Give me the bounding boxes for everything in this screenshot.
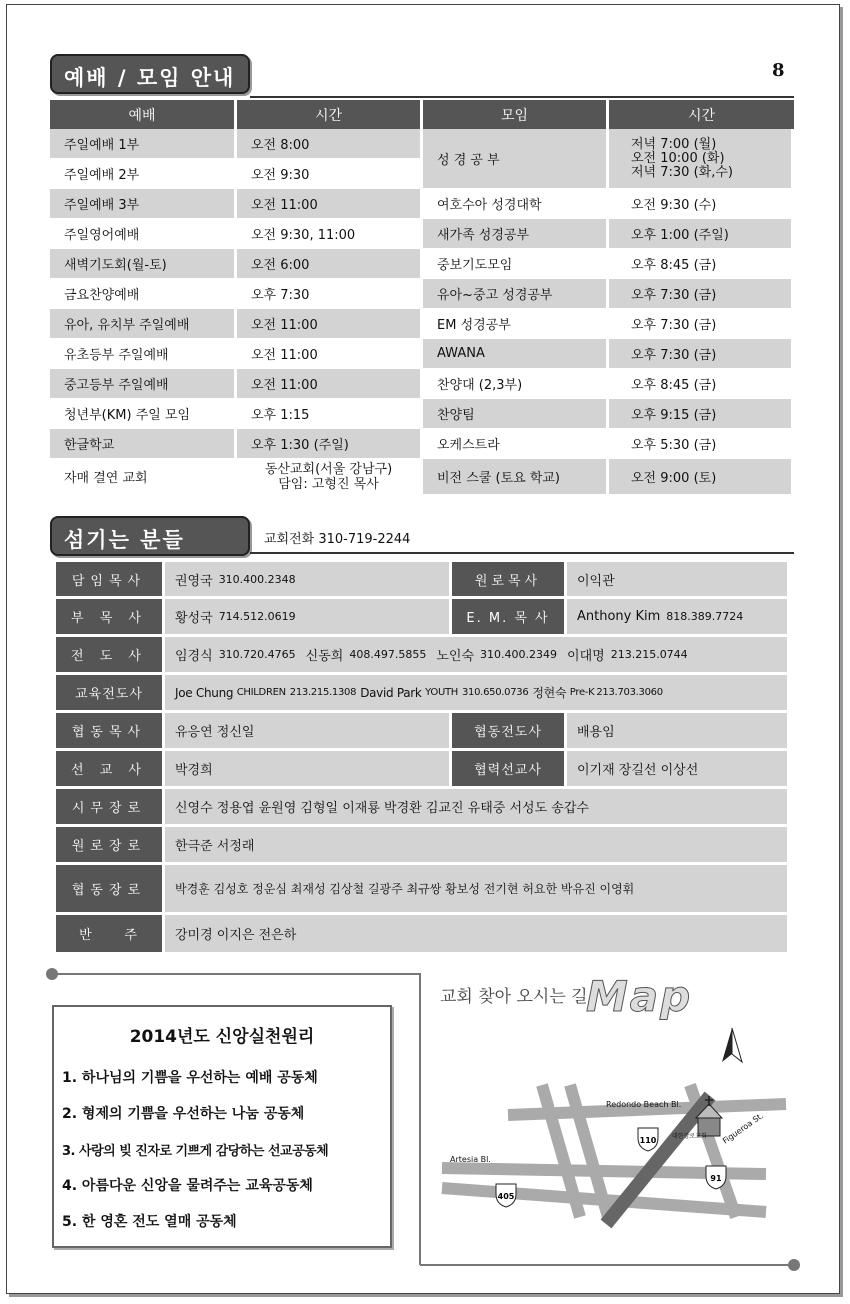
map-title: 교회 찾아 오시는 길 [440,987,588,1007]
staff-row: 원로장로 한극준 서정래 [56,827,787,865]
staff-row: 교육전도사 Joe Chung CHILDREN 213.215.1308 David Park YOUTH 310.650.0736 정현숙 Pre-K 213.703.3060 [56,675,787,713]
table-row: 새벽기도회(월-토) 오전 6:00 [50,249,423,279]
divider [250,96,794,98]
principle-item: 2. 형제의 기쁨을 우선하는 나눔 공동체 [62,1106,305,1122]
worship-schedule-table [50,100,794,495]
table-row: 성 경 공 부 저녁 7:00 (월) 오전 10:00 (화) 저녁 7:30 (화,수) [423,129,794,189]
header-service-time: 시간 [237,100,423,129]
highway-110-shield-icon [638,1128,658,1151]
table-row: AWANA 오후 7:30 (금) [423,339,794,369]
map-word-logo: Map [586,972,693,1021]
table-row: 주일예배 2부 오전 9:30 [50,159,423,189]
staff-row: 협동목사 유응연 정신일 협동전도사 배용임 [56,713,787,751]
table-row: 중보기도모임 오후 8:45 (금) [423,249,794,279]
table-row: 새가족 성경공부 오후 1:00 (주일) [423,219,794,249]
staff-row: 담임목사 권영국 310.400.2348 원로목사 이익관 [56,562,787,599]
table-row: 한글학교 오후 1:30 (주일) [50,429,423,459]
table-row: 주일예배 3부 오전 11:00 [50,189,423,219]
directions-map [420,1020,800,1250]
page-number: 8 [772,60,785,81]
principle-item: 4. 아름다운 신앙을 물려주는 교육공동체 [62,1178,313,1194]
street-label: Artesia Bl. [450,1155,491,1164]
table-row: 금요찬양예배 오후 7:30 [50,279,423,309]
staff-row: 전 도 사 임경식 310.720.4765 신동희 408.497.5855 노인숙 310.400.2349 이대명 213.215.0744 [56,637,787,675]
table-row: 주일영어예배 오전 9:30, 11:00 [50,219,423,249]
header-meeting: 모임 [423,100,609,129]
staff-section-title: 섬기는 분들 [50,516,250,556]
table-row: 오케스트라 오후 5:30 (금) [423,429,794,459]
staff-table [56,562,787,952]
principle-item: 3. 사랑의 빚 진자로 기쁘게 감당하는 선교공동체 [62,1143,329,1159]
decor-line [420,1264,794,1266]
highway-91-shield-icon [706,1166,726,1189]
north-arrow-icon [722,1028,742,1062]
staff-row: 선 교 사 박경희 협력선교사 이기재 장길선 이상선 [56,751,787,789]
table-row: 유아, 유치부 주일예배 오전 11:00 [50,309,423,339]
worship-section-title: 예배 / 모임 안내 [50,54,250,94]
staff-row: 부 목 사 황성국 714.512.0619 E. M. 목 사 Anthony Kim 818.389.7724 [56,599,787,637]
principles-title: 2014년도 신앙실천원리 [129,1027,315,1047]
svg-text:110: 110 [639,1136,657,1145]
principle-item: 5. 한 영혼 전도 열매 공동체 [62,1214,237,1230]
table-row: 중고등부 주일예배 오전 11:00 [50,369,423,399]
table-row: 자매 결연 교회 동산교회(서울 강남구) 담임: 고형진 목사 [50,459,423,495]
decor-line [52,973,420,975]
table-row: 찬양대 (2,3부) 오후 8:45 (금) [423,369,794,399]
street-label: Redondo Beach Bl. [606,1100,682,1109]
header-meeting-time: 시간 [609,100,794,129]
principle-item: 1. 하나님의 기쁨을 우선하는 예배 공동체 [62,1070,318,1086]
svg-text:91: 91 [710,1174,722,1183]
table-row: 여호수아 성경대학 오전 9:30 (수) [423,189,794,219]
street-label: Figueroa St. [720,1111,766,1146]
decor-dot [788,1259,800,1271]
table-row: 청년부(KM) 주일 모임 오후 1:15 [50,399,423,429]
table-row: 주일예배 1부 오전 8:00 [50,129,423,159]
staff-row: 협동장로 박경훈 김성호 정운심 최재성 김상철 길광주 최규쌍 황보성 전기현 허요한 박유진 이영휘 [56,865,787,915]
table-row: EM 성경공부 오후 7:30 (금) [423,309,794,339]
table-row: 유아~중고 성경공부 오후 7:30 (금) [423,279,794,309]
table-row: 유초등부 주일예배 오전 11:00 [50,339,423,369]
staff-row: 반 주 강미경 이지은 전은하 [56,915,787,952]
staff-row: 시무장로 신영수 정용엽 윤원영 김형일 이재룡 박경환 김교진 유태중 서성도 송갑수 [56,789,787,827]
faith-principles-box [52,1005,392,1248]
church-label: 대한장로교회 [672,1133,707,1140]
table-row: 비전 스쿨 (토요 학교) 오전 9:00 (토) [423,459,794,495]
table-row: 찬양팀 오후 9:15 (금) [423,399,794,429]
sister-church-line2: 담임: 고형진 목사 [278,476,379,492]
svg-text:405: 405 [497,1192,515,1201]
highway-405-shield-icon [496,1184,516,1207]
church-phone: 교회전화 310-719-2244 [264,532,411,547]
sister-church-line1: 동산교회(서울 강남구) [264,461,393,477]
header-service: 예배 [50,100,237,129]
divider [250,552,794,554]
